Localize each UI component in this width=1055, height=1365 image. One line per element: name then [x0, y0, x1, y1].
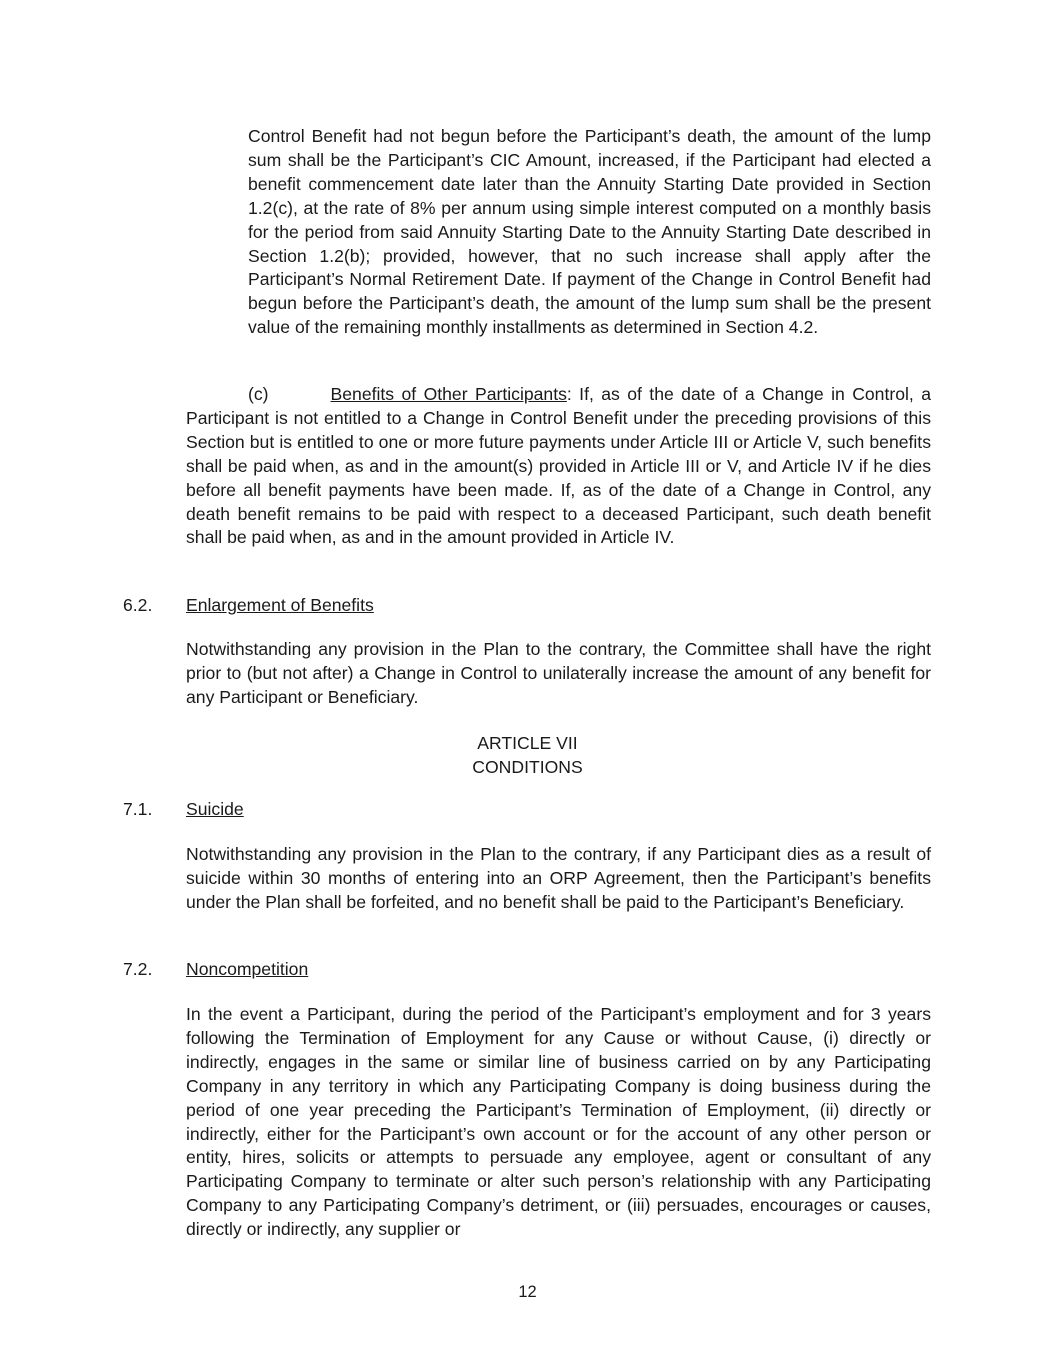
section-6-2-title: Enlargement of Benefits: [186, 595, 374, 615]
section-6-2-number: 6.2.: [123, 595, 153, 615]
article-title: CONDITIONS: [472, 757, 583, 777]
paragraph-b-continuation: Control Benefit had not begun before the Participant’s death, the amount of the lump sum shall be the Participant’s CIC Amount, increased, if the Participant had elected a benefit commencement date later than the Annuity Starting Date provided in Section 1.2(c), at the rate of 8% per annum using simple interest computed on a monthly basis for the period from said Annuity Starting Date to the Annuity Starting Date described in Section 1.2(b); provided, however, that no such increase shall apply after the Participant’s Normal Retirement Date. If payment of the Change in Control Benefit had begun before the Participant’s death, the amount of the lump sum shall be the present value of the remaining monthly installments as determined in Section 4.2.: [248, 126, 931, 338]
section-7-1-title: Suicide: [186, 799, 244, 819]
section-7-2-body: In the event a Participant, during the period of the Participant’s employment and for 3 years following the Termination of Employment for any Cause or without Cause, (i) directly or indirectly, engages in the same or similar line of business carried on by any Participating Company in any territory in which any Participating Company is doing business during the period of one year preceding the Participant’s Termination of Employment, (ii) directly or indirectly, either for the Participant’s own account or for the account of any other person or entity, hires, solicits or attempts to persuade any employee, agent or consultant of any Participating Company to terminate or alter such person’s relationship with any Participating Company to any Participating Company’s detriment, or (iii) persuades, encourages or causes, directly or indirectly, any supplier or: [186, 1004, 931, 1240]
article-heading: [0, 731, 1055, 779]
section-7-1-body: Notwithstanding any provision in the Plan to the contrary, if any Participant dies as a result of suicide within 30 months of entering into an ORP Agreement, then the Participant’s benefits under the Plan shall be forfeited, and no benefit shall be paid to the Participant’s Beneficiary.: [186, 844, 931, 912]
paragraph-c: [186, 383, 931, 550]
section-7-1-number: 7.1.: [123, 799, 153, 819]
page-number: 12: [518, 1283, 537, 1301]
section-7-2-number: 7.2.: [123, 959, 153, 979]
paragraph-c-label: (c): [248, 384, 269, 404]
article-number: ARTICLE VII: [477, 733, 578, 753]
paragraph-c-title: Benefits of Other Participants: [330, 384, 567, 404]
section-6-2-body: Notwithstanding any provision in the Plan to the contrary, the Committee shall have the right prior to (but not after) a Change in Control to unilaterally increase the amount of any benefit for any Participant or Beneficiary.: [186, 639, 931, 707]
section-7-2-title: Noncompetition: [186, 959, 309, 979]
paragraph-c-text: : If, as of the date of a Change in Control, a Participant is not entitled to a Change in Control Benefit under the preceding provisions of this Section but is entitled to one or more future payments under Article III or Article V, such benefits shall be paid when, as and in the amount(s) provided in Article III or V, and Article IV if he dies before all benefit payments have been made. If, as of the date of a Change in Control, any death benefit remains to be paid with respect to a deceased Participant, such death benefit shall be paid when, as and in the amount provided in Article IV.: [186, 384, 931, 548]
